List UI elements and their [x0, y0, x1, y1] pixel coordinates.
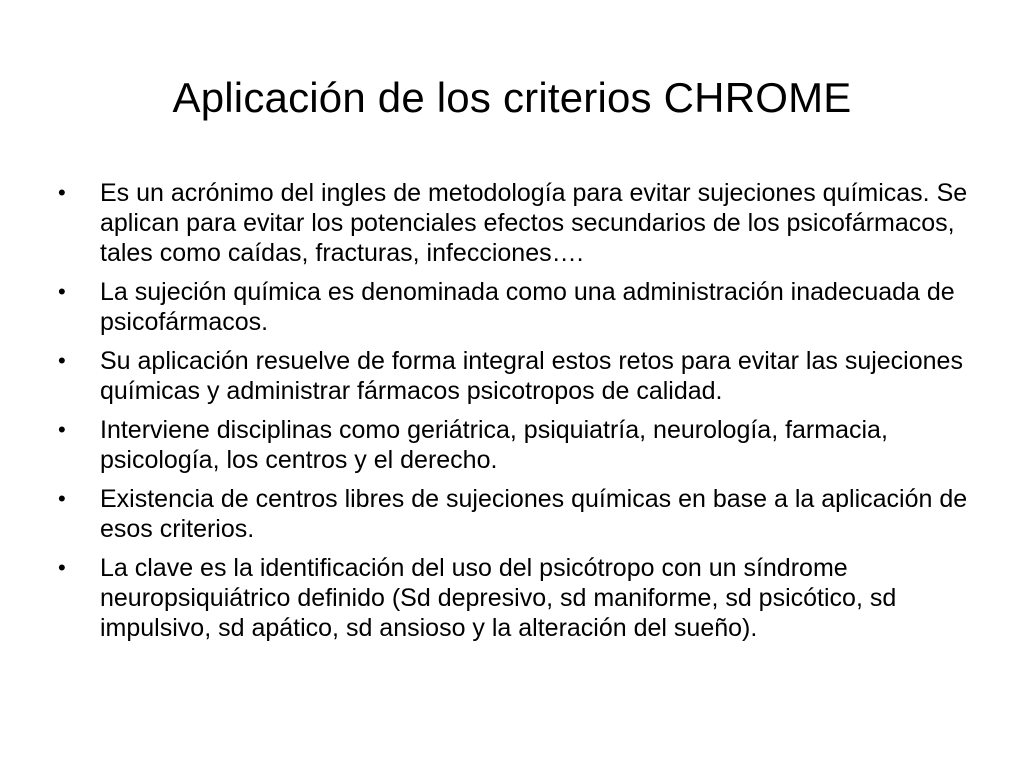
bullet-text-5: Existencia de centros libres de sujeciones químicas en base a la aplicación de esos criterios. [100, 485, 968, 543]
bullet-dot-icon: • [58, 348, 66, 373]
bullet-dot-icon: • [58, 555, 66, 580]
bullet-item-5 [58, 484, 978, 544]
bullet-list [58, 178, 978, 652]
bullet-dot-icon: • [58, 279, 66, 304]
bullet-text-4: Interviene disciplinas como geriátrica, psiquiatría, neurología, farmacia, psicología, los centros y el derecho. [100, 416, 888, 474]
bullet-item-6 [58, 553, 978, 643]
slide-title: Aplicación de los criterios CHROME [172, 74, 852, 121]
bullet-text-6: La clave es la identificación del uso del psicótropo con un síndrome neuropsiquiátrico definido (Sd depresivo, sd maniforme, sd psicótico, sd impulsivo, sd apático, sd ansioso y la alteración del sueño). [100, 554, 897, 642]
bullet-item-4 [58, 415, 978, 475]
bullet-text-1: Es un acrónimo del ingles de metodología para evitar sujeciones químicas. Se aplican para evitar los potenciales efectos secundarios de los psicofármacos, tales como caídas, fracturas, infecciones…. [100, 179, 968, 267]
bullet-item-3 [58, 346, 978, 406]
bullet-text-3: Su aplicación resuelve de forma integral estos retos para evitar las sujeciones químicas y administrar fármacos psicotropos de calidad. [100, 347, 963, 405]
bullet-item-1 [58, 178, 978, 268]
bullet-item-2 [58, 277, 978, 337]
bullet-dot-icon: • [58, 180, 66, 205]
bullet-dot-icon: • [58, 417, 66, 442]
bullet-text-2: La sujeción química es denominada como una administración inadecuada de psicofármacos. [100, 278, 955, 336]
bullet-dot-icon: • [58, 486, 66, 511]
